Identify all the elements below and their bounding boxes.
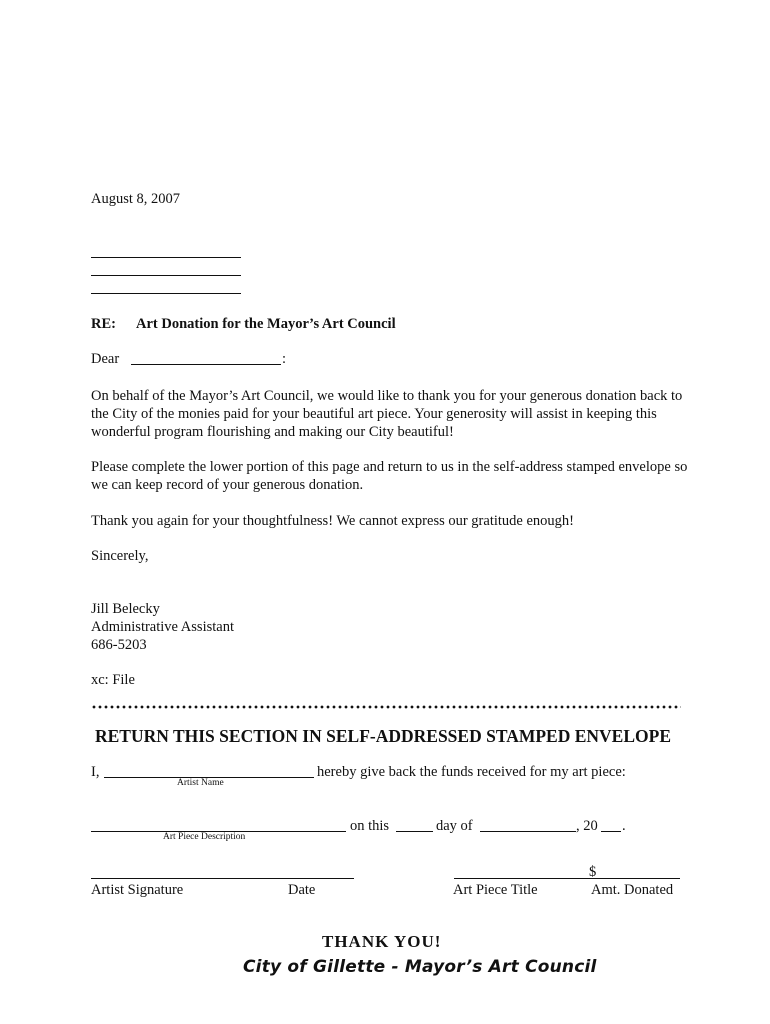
closing: Sincerely, bbox=[91, 548, 149, 564]
cut-line-divider bbox=[91, 705, 681, 709]
salutation-name-line bbox=[131, 364, 281, 365]
day-of-label: day of bbox=[436, 818, 473, 834]
signer-phone: 686-5203 bbox=[91, 637, 147, 653]
paragraph-instructions: Please complete the lower portion of this page and return to us in the self-address stamped envelope so we can keep record of your generous donation. bbox=[91, 459, 688, 493]
re-label: RE: bbox=[91, 316, 116, 332]
artist-name-caption: Artist Name bbox=[177, 778, 224, 788]
thank-you-heading: THANK YOU! bbox=[322, 932, 442, 951]
paragraph-gratitude: Thank you again for your thoughtfulness! We cannot express our gratitude enough! bbox=[91, 513, 574, 529]
title-amount-line[interactable] bbox=[454, 878, 680, 879]
amount-donated-label: Amt. Donated bbox=[591, 882, 674, 898]
signer-title: Administrative Assistant bbox=[91, 619, 234, 635]
dollar-sign: $ bbox=[589, 864, 597, 880]
line1-suffix: hereby give back the funds received for my art piece: bbox=[317, 764, 626, 780]
day-field[interactable] bbox=[396, 831, 433, 832]
line1-prefix: I, bbox=[91, 764, 100, 780]
address-line-2 bbox=[91, 275, 241, 276]
xc-note: xc: File bbox=[91, 672, 135, 688]
return-section-banner: RETURN THIS SECTION IN SELF-ADDRESSED STAMPED ENVELOPE bbox=[95, 726, 672, 746]
footer-organization: City of Gillette - Mayor’s Art Council bbox=[243, 957, 597, 977]
art-piece-title-label: Art Piece Title bbox=[453, 882, 538, 898]
letter-date: August 8, 2007 bbox=[91, 191, 181, 207]
address-line-1 bbox=[91, 257, 241, 258]
re-subject: Art Donation for the Mayor’s Art Council bbox=[136, 316, 396, 332]
signature-line[interactable] bbox=[91, 878, 354, 879]
salutation-prefix: Dear bbox=[91, 351, 120, 367]
address-line-3 bbox=[91, 293, 241, 294]
year-field[interactable] bbox=[601, 831, 621, 832]
paragraph-thanks: On behalf of the Mayor’s Art Council, we would like to thank you for your generous donation back to the City of the monies paid for your beautiful art piece. Your generosity will assist in keeping this wonderful program flourishing and making our City beautiful! bbox=[91, 388, 683, 440]
date-label: Date bbox=[288, 882, 316, 898]
art-piece-caption: Art Piece Description bbox=[163, 832, 246, 842]
year-suffix: . bbox=[622, 818, 626, 834]
year-prefix: , 20 bbox=[576, 818, 598, 834]
signer-name: Jill Belecky bbox=[91, 601, 160, 617]
salutation-colon: : bbox=[282, 351, 287, 367]
artist-signature-label: Artist Signature bbox=[91, 882, 184, 898]
month-field[interactable] bbox=[480, 831, 576, 832]
on-this-label: on this bbox=[350, 818, 390, 834]
